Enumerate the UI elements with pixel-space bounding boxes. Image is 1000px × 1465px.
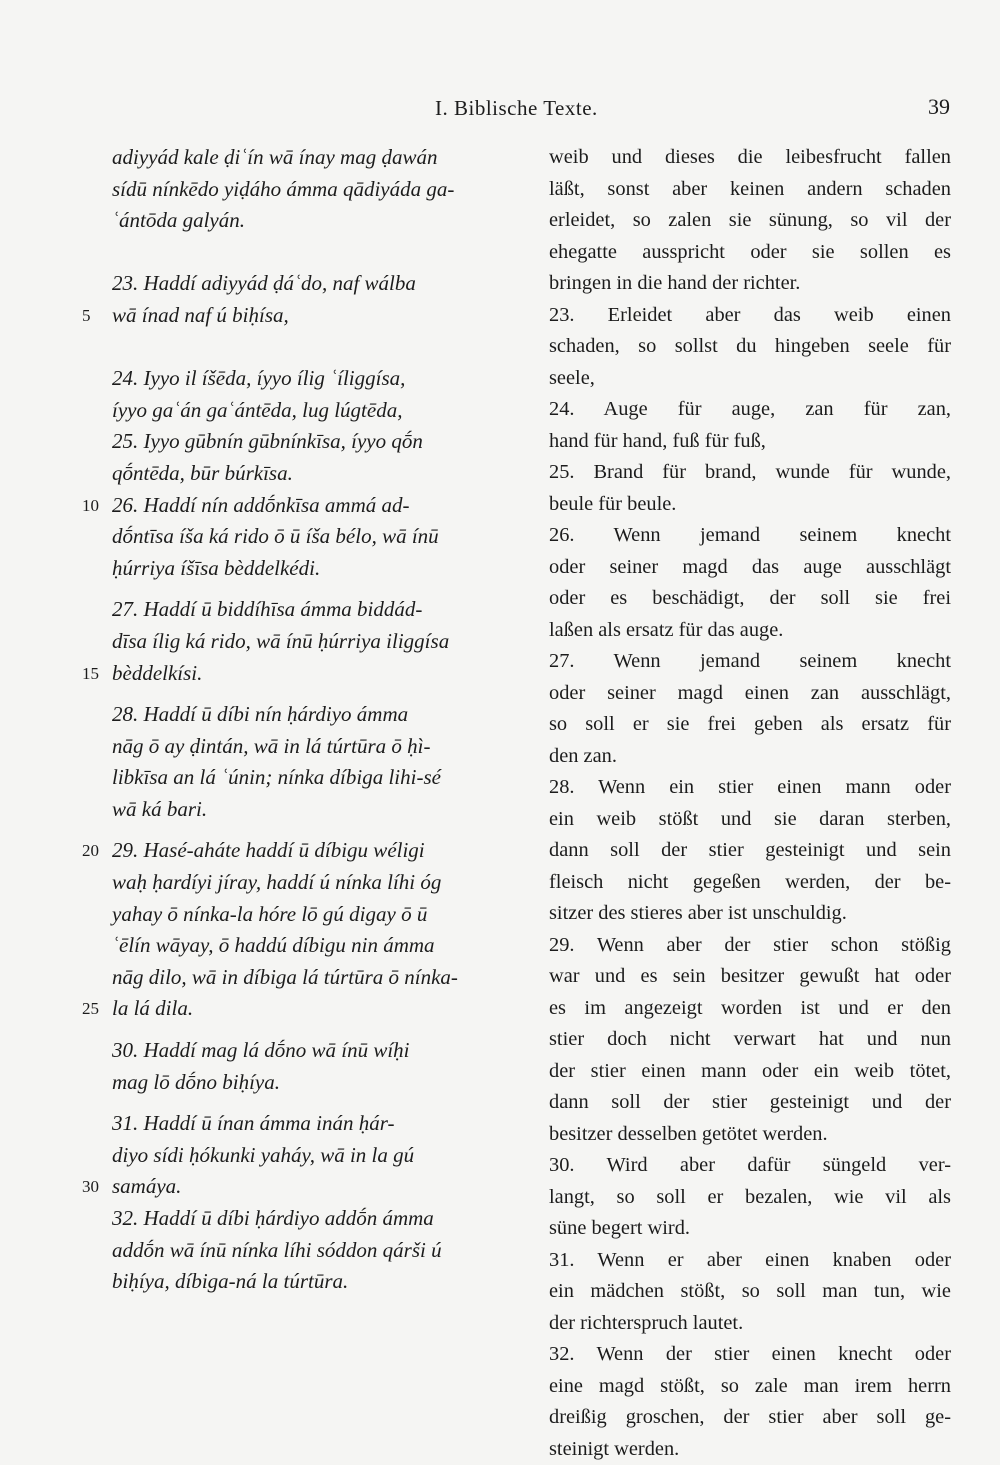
somali-line-text: 26. Haddí nín addṓnkīsa ammá ad- bbox=[112, 493, 410, 517]
somali-line-text: waḥ ḥardíyi jíray, haddí ú nínka líhi óg bbox=[112, 870, 441, 894]
somali-line-text: wā ínad naf ú biḥísa, bbox=[112, 303, 289, 327]
somali-line bbox=[112, 731, 522, 763]
german-line: oder seiner magd einen zan ausschlägt, bbox=[549, 678, 951, 710]
german-line: 26. Wenn jemand seinem knecht bbox=[549, 520, 951, 552]
german-line: 25. Brand für brand, wunde für wunde, bbox=[549, 457, 951, 489]
german-line: war und es sein besitzer gewußt hat oder bbox=[549, 961, 951, 993]
line-number: 5 bbox=[82, 300, 106, 332]
somali-line bbox=[112, 521, 522, 553]
german-line: sitzer des stieres aber ist unschuldig. bbox=[549, 898, 951, 930]
german-line: eine magd stößt, so zale man irem herrn bbox=[549, 1371, 951, 1403]
somali-text-column bbox=[112, 142, 522, 1298]
running-head: I. Biblische Texte. bbox=[435, 96, 598, 121]
german-line: schaden, so sollst du hingeben seele für bbox=[549, 331, 951, 363]
somali-line bbox=[112, 594, 522, 626]
german-line: der richterspruch lautet. bbox=[549, 1308, 951, 1340]
somali-line bbox=[112, 1203, 522, 1235]
german-line: 23. Erleidet aber das weib einen bbox=[549, 300, 951, 332]
somali-line-text: biḥíya, díbiga-ná la túrtūra. bbox=[112, 1269, 348, 1293]
german-line: 29. Wenn aber der stier schon stößig bbox=[549, 930, 951, 962]
somali-line-text: ʿēlín wāyay, ō haddú díbigu nin ámma bbox=[112, 933, 435, 957]
somali-line bbox=[112, 300, 522, 332]
german-line: 31. Wenn er aber einen knaben oder bbox=[549, 1245, 951, 1277]
german-line: oder seiner magd das auge ausschlägt bbox=[549, 552, 951, 584]
somali-line bbox=[112, 962, 522, 994]
german-line: ein mädchen stößt, so soll man tun, wie bbox=[549, 1276, 951, 1308]
german-line: 27. Wenn jemand seinem knecht bbox=[549, 646, 951, 678]
german-line: laßen als ersatz für das auge. bbox=[549, 615, 951, 647]
german-line: stier doch nicht verwart hat und nun bbox=[549, 1024, 951, 1056]
german-line: steinigt werden. bbox=[549, 1434, 951, 1465]
somali-line-text: qṓntēda, būr búrkīsa. bbox=[112, 461, 293, 485]
german-line: seele, bbox=[549, 363, 951, 395]
somali-line bbox=[112, 762, 522, 794]
german-line: hand für hand, fuß für fuß, bbox=[549, 426, 951, 458]
somali-line-text: libkīsa an lá ʿúnin; nínka díbiga lihi-sé bbox=[112, 765, 441, 789]
german-line: so soll er sie frei geben als ersatz für bbox=[549, 709, 951, 741]
somali-line bbox=[112, 205, 522, 237]
somali-line bbox=[112, 835, 522, 867]
somali-line bbox=[112, 867, 522, 899]
somali-line bbox=[112, 930, 522, 962]
somali-line-text: 27. Haddí ū biddíhīsa ámma biddád- bbox=[112, 597, 422, 621]
somali-line bbox=[112, 658, 522, 690]
somali-line-text: 29. Hasé-aháte haddí ū díbigu wéligi bbox=[112, 838, 425, 862]
german-line: dann soll der stier gesteinigt und der bbox=[549, 1087, 951, 1119]
german-line: erleidet, so zalen sie sünung, so vil der bbox=[549, 205, 951, 237]
somali-line bbox=[112, 1235, 522, 1267]
german-line: langt, so soll er bezalen, wie vil als bbox=[549, 1182, 951, 1214]
somali-line bbox=[112, 458, 522, 490]
german-line: 24. Auge für auge, zan für zan, bbox=[549, 394, 951, 426]
somali-line bbox=[112, 142, 522, 174]
page-number: 39 bbox=[928, 94, 950, 120]
german-line: ein weib stößt und sie daran sterben, bbox=[549, 804, 951, 836]
somali-line-text: dīsa ílig ká rido, wā ínū ḥúrriya iliggísa bbox=[112, 629, 449, 653]
somali-line-text: 28. Haddí ū díbi nín ḥárdiyo ámma bbox=[112, 702, 408, 726]
somali-line bbox=[112, 794, 522, 826]
somali-line-text: 23. Haddí adiyyád ḍáʿdo, naf wálba bbox=[112, 271, 416, 295]
german-line: beule für beule. bbox=[549, 489, 951, 521]
german-line: läßt, sonst aber keinen andern schaden bbox=[549, 174, 951, 206]
somali-line-text: 32. Haddí ū díbi ḥárdiyo addṓn ámma bbox=[112, 1206, 434, 1230]
german-line: oder es beschädigt, der soll sie frei bbox=[549, 583, 951, 615]
somali-line-text: diyo sídi ḥókunki yaháy, wā in la gú bbox=[112, 1143, 414, 1167]
somali-line bbox=[112, 268, 522, 300]
german-line: besitzer desselben getötet werden. bbox=[549, 1119, 951, 1151]
german-line: 28. Wenn ein stier einen mann oder bbox=[549, 772, 951, 804]
somali-line-text: addṓn wā ínū nínka líhi sóddon qárši ú bbox=[112, 1238, 442, 1262]
verse-gap bbox=[112, 825, 522, 835]
somali-line bbox=[112, 626, 522, 658]
line-number: 15 bbox=[82, 658, 106, 690]
somali-line-text: yahay ō nínka-la hóre lō gú digay ō ū bbox=[112, 902, 427, 926]
somali-line bbox=[112, 553, 522, 585]
somali-line bbox=[112, 363, 522, 395]
line-number: 25 bbox=[82, 993, 106, 1025]
german-line: bringen in die hand der richter. bbox=[549, 268, 951, 300]
verse-gap bbox=[112, 584, 522, 594]
somali-line bbox=[112, 332, 522, 364]
german-line: dreißig groschen, der stier aber soll ge- bbox=[549, 1402, 951, 1434]
somali-line bbox=[112, 1067, 522, 1099]
somali-line bbox=[112, 1035, 522, 1067]
somali-line bbox=[112, 1140, 522, 1172]
german-line: ehegatte ausspricht oder sie sollen es bbox=[549, 237, 951, 269]
german-line: weib und dieses die leibesfrucht fallen bbox=[549, 142, 951, 174]
verse-gap bbox=[112, 689, 522, 699]
somali-line bbox=[112, 490, 522, 522]
german-line: fleisch nicht gegeßen werden, der be- bbox=[549, 867, 951, 899]
somali-line bbox=[112, 699, 522, 731]
line-number: 20 bbox=[82, 835, 106, 867]
somali-line bbox=[112, 426, 522, 458]
somali-line-text: 24. Iyyo il íšēda, íyyo ílig ʿíliggísa, bbox=[112, 366, 405, 390]
somali-line-text: nāg ō ay ḍintán, wā in lá túrtūra ō ḥì- bbox=[112, 734, 431, 758]
german-line: es im angezeigt worden ist und er den bbox=[549, 993, 951, 1025]
somali-line-text: dṓntīsa íša ká rido ō ū íša bélo, wā ínū bbox=[112, 524, 439, 548]
german-line: süne begert wird. bbox=[549, 1213, 951, 1245]
somali-line-text: ʿántōda galyán. bbox=[112, 208, 245, 232]
somali-line bbox=[112, 1108, 522, 1140]
somali-line bbox=[112, 1171, 522, 1203]
line-number: 30 bbox=[82, 1171, 106, 1203]
page-header bbox=[0, 96, 1000, 126]
somali-line-text: bèddelkísi. bbox=[112, 661, 202, 685]
somali-line-text: la lá dila. bbox=[112, 996, 193, 1020]
somali-line bbox=[112, 174, 522, 206]
somali-line-text: sídū nínkēdo yiḍáho ámma qādiyáda ga- bbox=[112, 177, 454, 201]
german-line: der stier einen mann oder ein weib tötet, bbox=[549, 1056, 951, 1088]
german-line: 30. Wird aber dafür süngeld ver- bbox=[549, 1150, 951, 1182]
somali-line-text: nāg dilo, wā in díbiga lá túrtūra ō nínka- bbox=[112, 965, 458, 989]
somali-line-text: samáya. bbox=[112, 1174, 181, 1198]
somali-line-text: 30. Haddí mag lá dṓno wā ínū wíḥi bbox=[112, 1038, 410, 1062]
somali-line-text: mag lō dṓno biḥíya. bbox=[112, 1070, 280, 1094]
somali-line-text: íyyo gaʿán gaʿántēda, lug lúgtēda, bbox=[112, 398, 402, 422]
somali-line-text: 25. Iyyo gūbnín gūbnínkīsa, íyyo qṓn bbox=[112, 429, 423, 453]
verse-gap bbox=[112, 1025, 522, 1035]
verse-gap bbox=[112, 1098, 522, 1108]
somali-line bbox=[112, 993, 522, 1025]
german-line: 32. Wenn der stier einen knecht oder bbox=[549, 1339, 951, 1371]
somali-line-text: 31. Haddí ū ínan ámma inán ḥár- bbox=[112, 1111, 395, 1135]
german-translation-column bbox=[549, 142, 951, 1465]
somali-line bbox=[112, 237, 522, 269]
german-line: den zan. bbox=[549, 741, 951, 773]
line-number: 10 bbox=[82, 490, 106, 522]
somali-line bbox=[112, 1266, 522, 1298]
german-line: dann soll der stier gesteinigt und sein bbox=[549, 835, 951, 867]
somali-line-text: wā ká bari. bbox=[112, 797, 207, 821]
somali-line bbox=[112, 395, 522, 427]
somali-line bbox=[112, 899, 522, 931]
somali-line-text: ḥúrriya íšīsa bèddelkédi. bbox=[112, 556, 320, 580]
somali-line-text: adiyyád kale ḍiʿín wā ínay mag ḍawán bbox=[112, 145, 437, 169]
